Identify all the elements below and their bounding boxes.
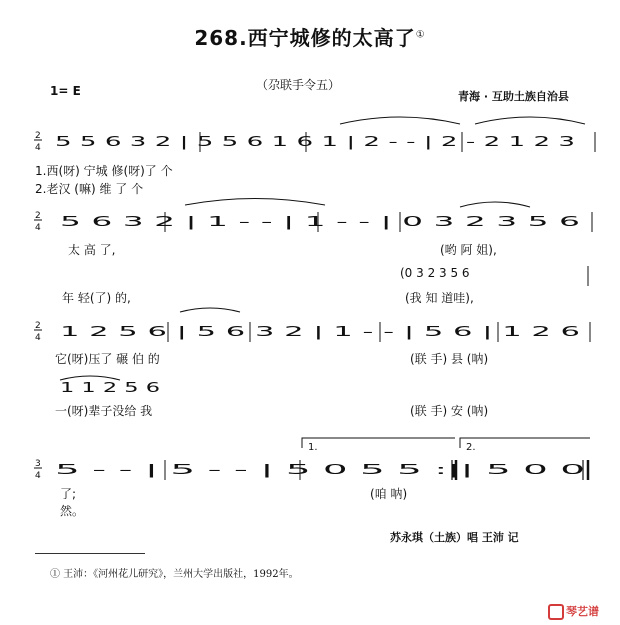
staff-row-3 (34, 308, 590, 343)
volta-2: 2. (466, 442, 476, 453)
tune-name: （尕联手令五） (256, 78, 341, 92)
lyric-line-7-right: (联 手) 安 (呐) (410, 404, 489, 418)
notes-row-2: 5 6 3 2 | 1 - - | 1 - - | 0 3 2 3 5 6 (60, 215, 580, 230)
svg-text:3: 3 (35, 459, 41, 469)
lyric-line-6: 它(呀)压了 碾 伯 的 (55, 352, 160, 366)
notes-row-4: 1 1 2 5 6 (60, 381, 160, 396)
logo-icon (548, 604, 564, 620)
lyric-line-5: 年 轻(了) 的, (62, 291, 131, 305)
lyric-line-8-right: (咱 呐) (370, 487, 408, 501)
svg-text:2: 2 (35, 211, 41, 221)
footnote: ① 王沛：《河州花儿研究》，兰州大学出版社，1992年。 (50, 569, 299, 580)
volta-1: 1. (308, 442, 318, 453)
staff-row-5 (34, 438, 590, 481)
notes-row-5: 5 - - | 5 - - | 5 0 5 5 :|| 5 0 0 (55, 463, 585, 478)
staff-row-2 (34, 199, 592, 287)
region-label: 青海 · 互助土族自治县 (458, 90, 569, 103)
lyric-line-3: 太 高 了, (68, 243, 116, 257)
site-logo: 琴艺谱 (548, 603, 599, 620)
staff-row-1 (34, 117, 595, 153)
svg-text:2: 2 (35, 131, 41, 141)
staff-row-4 (60, 376, 160, 396)
notes-row-1: 5 5 6 3 2 | 5 5 6 1 6 1 | 2 - - | 2 - 2 1 2 3 (55, 135, 575, 150)
svg-text:4: 4 (35, 143, 41, 153)
lyric-line-7: 一(呀)辈子没给 我 (55, 404, 153, 418)
lyric-line-4-right: (0 3 2 3 5 6 (400, 266, 470, 280)
svg-text:4: 4 (35, 471, 41, 481)
credit-line: 苏永琪（土族）唱 王沛 记 (390, 531, 519, 544)
svg-text:4: 4 (35, 223, 41, 233)
lyric-line-3-right: (哟 阿 姐), (440, 243, 497, 257)
lyric-line-6-right: (联 手) 县 (呐) (410, 352, 489, 366)
notes-row-3: 1 2 5 6 | 5 6 3 2 | 1 - - | 5 6 | 1 2 6 (60, 325, 580, 340)
lyric-line-8: 了; (60, 487, 77, 501)
svg-text:2: 2 (35, 321, 41, 331)
key-signature: 1= E (50, 84, 81, 98)
lyric-line-2: 2.老汉 (嘛) 维 了 个 (35, 182, 144, 196)
lyric-line-9: 然。 (60, 504, 85, 518)
lyric-line-1: 1.西(呀) 宁城 修(呀)了 个 (35, 164, 173, 178)
song-title: 268.西宁城修的太高了① (194, 26, 426, 50)
svg-text:4: 4 (35, 333, 41, 343)
footnote-divider (35, 553, 145, 554)
lyric-line-5-right: (我 知 道哇), (405, 291, 474, 305)
